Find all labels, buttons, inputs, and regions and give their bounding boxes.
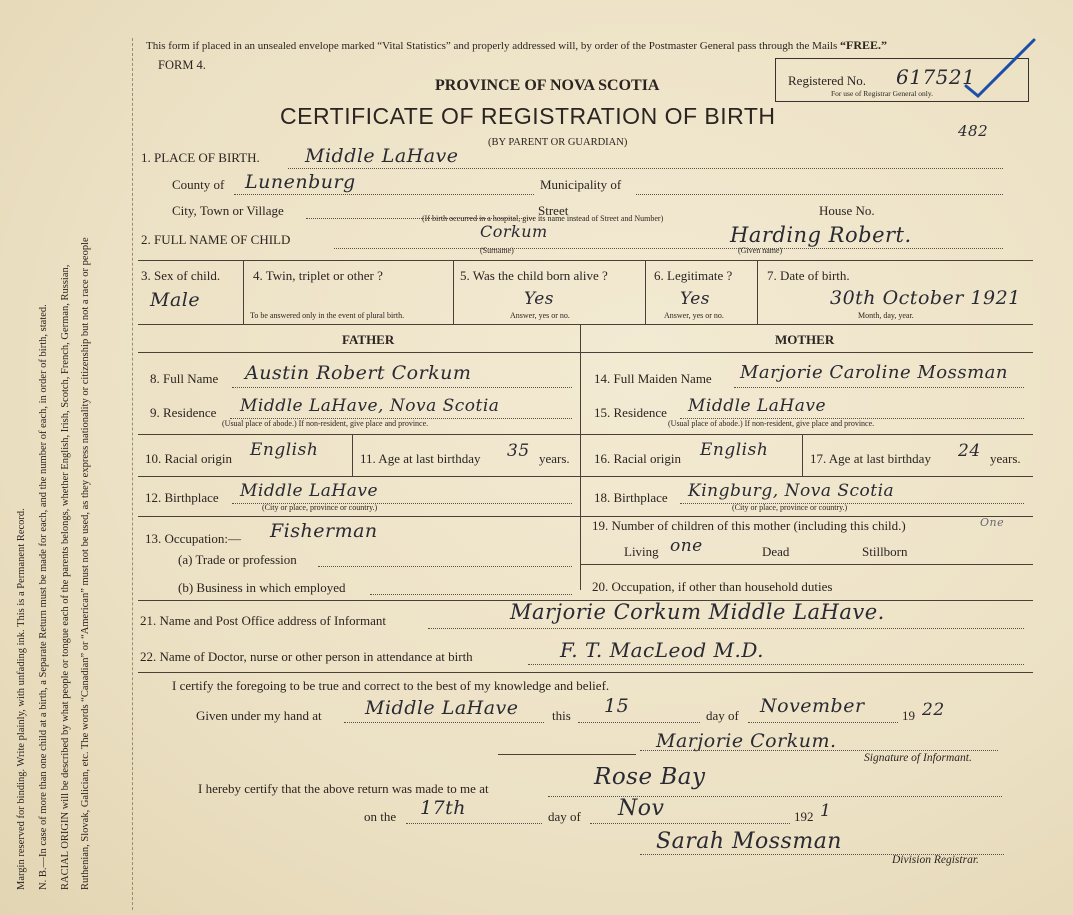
doctor-line <box>528 664 1024 665</box>
father-years: years. <box>539 451 570 466</box>
mother-name-label: 14. Full Maiden Name <box>594 371 712 386</box>
place-of-birth-label: 1. PLACE OF BIRTH. <box>141 150 260 165</box>
informant-label: 21. Name and Post Office address of Informant <box>140 613 386 628</box>
province-heading: PROVINCE OF NOVA SCOTIA <box>435 77 660 94</box>
division-registrar-label: Division Registrar. <box>892 854 979 866</box>
on-year-prefix: 192 <box>794 809 814 824</box>
mother-birthplace-label: 18. Birthplace <box>594 490 668 505</box>
informant-signature: Marjorie Corkum. <box>656 730 837 752</box>
father-occupation-value: Fisherman <box>270 520 378 542</box>
short-rule <box>498 754 636 755</box>
informant-line <box>428 628 1024 629</box>
children-count-label: 19. Number of children of this mother (including this child.) <box>592 518 906 533</box>
child-name-line <box>334 248 1003 249</box>
house-label: House No. <box>819 203 875 218</box>
father-name-label: 8. Full Name <box>150 371 219 386</box>
father-residence-label: 9. Residence <box>150 405 217 420</box>
mother-age-label: 17. Age at last birthday <box>810 451 931 466</box>
county-line <box>234 194 534 195</box>
father-name-line <box>232 387 572 388</box>
given-place-value: Middle LaHave <box>365 697 519 719</box>
margin-line-1: Margin reserved for binding. Write plainly, with unfading ink. This is a Permanent Record. <box>16 508 27 890</box>
parents-divider <box>580 324 581 590</box>
father-age-label: 11. Age at last birthday <box>360 451 481 466</box>
date-of-birth-label: 7. Date of birth. <box>767 268 850 283</box>
registrar-place-value: Rose Bay <box>594 764 706 790</box>
binding-divider <box>132 38 133 910</box>
twin-note: To be answered only in the event of plural birth. <box>250 311 405 320</box>
on-month-value: Nov <box>618 796 665 821</box>
on-year-value: 1 <box>820 801 832 821</box>
doctor-value: F. T. MacLeod M.D. <box>560 638 765 662</box>
col-div-4 <box>757 260 758 324</box>
certify-statement: I certify the foregoing to be true and correct to the best of my knowledge and belief. <box>172 678 610 693</box>
this-label: this <box>552 708 571 723</box>
alive-note: Answer, yes or no. <box>510 311 570 320</box>
margin-line-4: Ruthenian, Slovak, Galician, etc. The words “Canadian” or “American” must not be used, as they express nationality or citizenship but not a race or people <box>80 237 91 890</box>
county-value: Lunenburg <box>245 171 356 193</box>
street-label: Street <box>538 203 569 218</box>
month-value: November <box>760 695 865 717</box>
date-of-birth-note: Month, day, year. <box>858 311 914 320</box>
margin-line-3: RACIAL ORIGIN will be described by what people or tongue each of the parents belongs, whether English, Irish, Scotch, French, German, Russian, <box>60 264 71 890</box>
business-label: (b) Business in which employed <box>178 580 346 595</box>
registered-number: 617521 <box>896 65 976 89</box>
father-residence-note: (Usual place of abode.) If non-resident, give place and province. <box>222 419 429 428</box>
corner-mark: 482 <box>958 122 989 140</box>
trade-line <box>318 566 572 567</box>
doctor-label: 22. Name of Doctor, nurse or other person in attendance at birth <box>140 649 473 664</box>
father-birthplace-value: Middle LaHave <box>240 481 379 501</box>
mother-race-value: English <box>700 440 769 460</box>
page-subtitle: (BY PARENT OR GUARDIAN) <box>488 137 628 148</box>
father-rule-2 <box>138 476 580 477</box>
parents-rule-3 <box>138 516 1033 517</box>
day-value: 15 <box>604 695 630 717</box>
col-div-2 <box>453 260 454 324</box>
day-of-label: day of <box>706 708 739 723</box>
check-mark-icon <box>960 34 1040 104</box>
mother-occupation-label: 20. Occupation, if other than household duties <box>592 579 833 594</box>
city-label: City, Town or Village <box>172 203 284 218</box>
month-line <box>748 722 898 723</box>
surname-value: Corkum <box>480 222 548 241</box>
registrar-statement: I hereby certify that the above return was made to me at <box>198 781 489 796</box>
twin-label: 4. Twin, triplet or other ? <box>253 268 383 283</box>
mother-race-label: 16. Racial origin <box>594 451 682 466</box>
business-line <box>370 594 572 595</box>
col-div-1 <box>243 260 244 324</box>
registrar-signature: Sarah Mossman <box>656 829 842 854</box>
father-race-value: English <box>250 440 319 460</box>
father-occupation-label: 13. Occupation:— <box>145 531 242 546</box>
on-the-label: on the <box>364 809 397 824</box>
signature-label: Signature of Informant. <box>864 752 972 764</box>
margin-instructions <box>12 20 117 900</box>
legitimate-value: Yes <box>680 289 711 309</box>
page-title: CERTIFICATE OF REGISTRATION OF BIRTH <box>280 103 776 129</box>
mother-residence-label: 15. Residence <box>594 405 667 420</box>
mother-name-line <box>734 387 1024 388</box>
children-count-value: One <box>980 516 1005 529</box>
given-place-line <box>344 722 544 723</box>
mother-residence-note: (Usual place of abode.) If non-resident, give place and province. <box>668 419 875 428</box>
father-race-label: 10. Racial origin <box>145 451 233 466</box>
child-name-label: 2. FULL NAME OF CHILD <box>141 232 291 247</box>
registrar-place-line <box>548 796 1002 797</box>
mother-name-value: Marjorie Caroline Mossman <box>740 362 1008 383</box>
mother-age-value: 24 <box>958 441 981 461</box>
trade-label: (a) Trade or profession <box>178 552 297 567</box>
date-of-birth-value: 30th October 1921 <box>830 287 1021 309</box>
registered-label: Registered No. <box>788 73 866 88</box>
mail-note <box>146 38 887 53</box>
free-label: “FREE.” <box>839 38 887 52</box>
county-label: County of <box>172 177 225 192</box>
place-of-birth-value: Middle LaHave <box>305 145 459 167</box>
place-line <box>288 168 1003 169</box>
day-of-label-2: day of <box>548 809 581 824</box>
father-birthplace-label: 12. Birthplace <box>145 490 219 505</box>
alive-label: 5. Was the child born alive ? <box>460 268 608 283</box>
year-value: 22 <box>922 700 945 720</box>
dead-label: Dead <box>762 544 790 559</box>
year-prefix: 19 <box>902 708 915 723</box>
day-line <box>578 722 700 723</box>
margin-line-2: N. B.—In case of more than one child at a birth, a Separate Return must be made for each, and the number of each, in order of birth, stated. <box>38 304 49 890</box>
given-label: Given under my hand at <box>196 708 322 723</box>
father-age-divider <box>352 434 353 476</box>
signature-line <box>640 750 998 751</box>
hospital-note: (If birth occurred in a hospital, give its name instead of Street and Number) <box>422 214 664 223</box>
rule-top <box>138 260 1033 261</box>
rule-parents-sub <box>138 352 1033 353</box>
living-value: one <box>670 536 703 556</box>
col-div-3 <box>645 260 646 324</box>
form-number: FORM 4. <box>158 58 206 72</box>
mother-age-divider <box>802 434 803 476</box>
mother-rule-1 <box>580 434 1033 435</box>
legitimate-label: 6. Legitimate ? <box>654 268 733 283</box>
rule-cert-top <box>138 672 1033 673</box>
municipality-line <box>636 194 1003 195</box>
on-day-value: 17th <box>420 797 467 819</box>
father-age-value: 35 <box>507 441 530 461</box>
living-label: Living <box>624 544 659 559</box>
mother-residence-value: Middle LaHave <box>688 396 827 416</box>
stillborn-label: Stillborn <box>862 544 908 559</box>
mother-rule-2 <box>580 476 1033 477</box>
mother-birthplace-note: (City or place, province or country.) <box>732 503 848 512</box>
rule-parents-top <box>138 324 1033 325</box>
legitimate-note: Answer, yes or no. <box>664 311 724 320</box>
mother-years: years. <box>990 451 1021 466</box>
sex-label: 3. Sex of child. <box>141 268 221 283</box>
father-birthplace-note: (City or place, province or country.) <box>262 503 378 512</box>
father-name-value: Austin Robert Corkum <box>245 362 472 384</box>
surname-note: (Surname) <box>480 246 514 255</box>
informant-value: Marjorie Corkum Middle LaHave. <box>510 600 885 624</box>
mother-heading: MOTHER <box>775 332 835 347</box>
on-month-line <box>590 823 790 824</box>
father-rule-1 <box>138 434 580 435</box>
alive-value: Yes <box>524 289 555 309</box>
municipality-label: Municipality of <box>540 177 622 192</box>
given-name-value: Harding Robert. <box>730 223 912 247</box>
on-day-line <box>406 823 542 824</box>
sex-value: Male <box>150 289 201 311</box>
father-residence-value: Middle LaHave, Nova Scotia <box>240 396 500 416</box>
mail-note-text: This form if placed in an unsealed envelope marked “Vital Statistics” and properly addressed will, by order of the Postmaster General pass through the Mails <box>146 40 838 52</box>
given-name-note: (Given name) <box>738 246 783 255</box>
mother-rule-3 <box>580 564 1033 565</box>
father-heading: FATHER <box>342 332 395 347</box>
registrar-note: For use of Registrar General only. <box>831 89 933 98</box>
mother-birthplace-value: Kingburg, Nova Scotia <box>688 481 895 501</box>
